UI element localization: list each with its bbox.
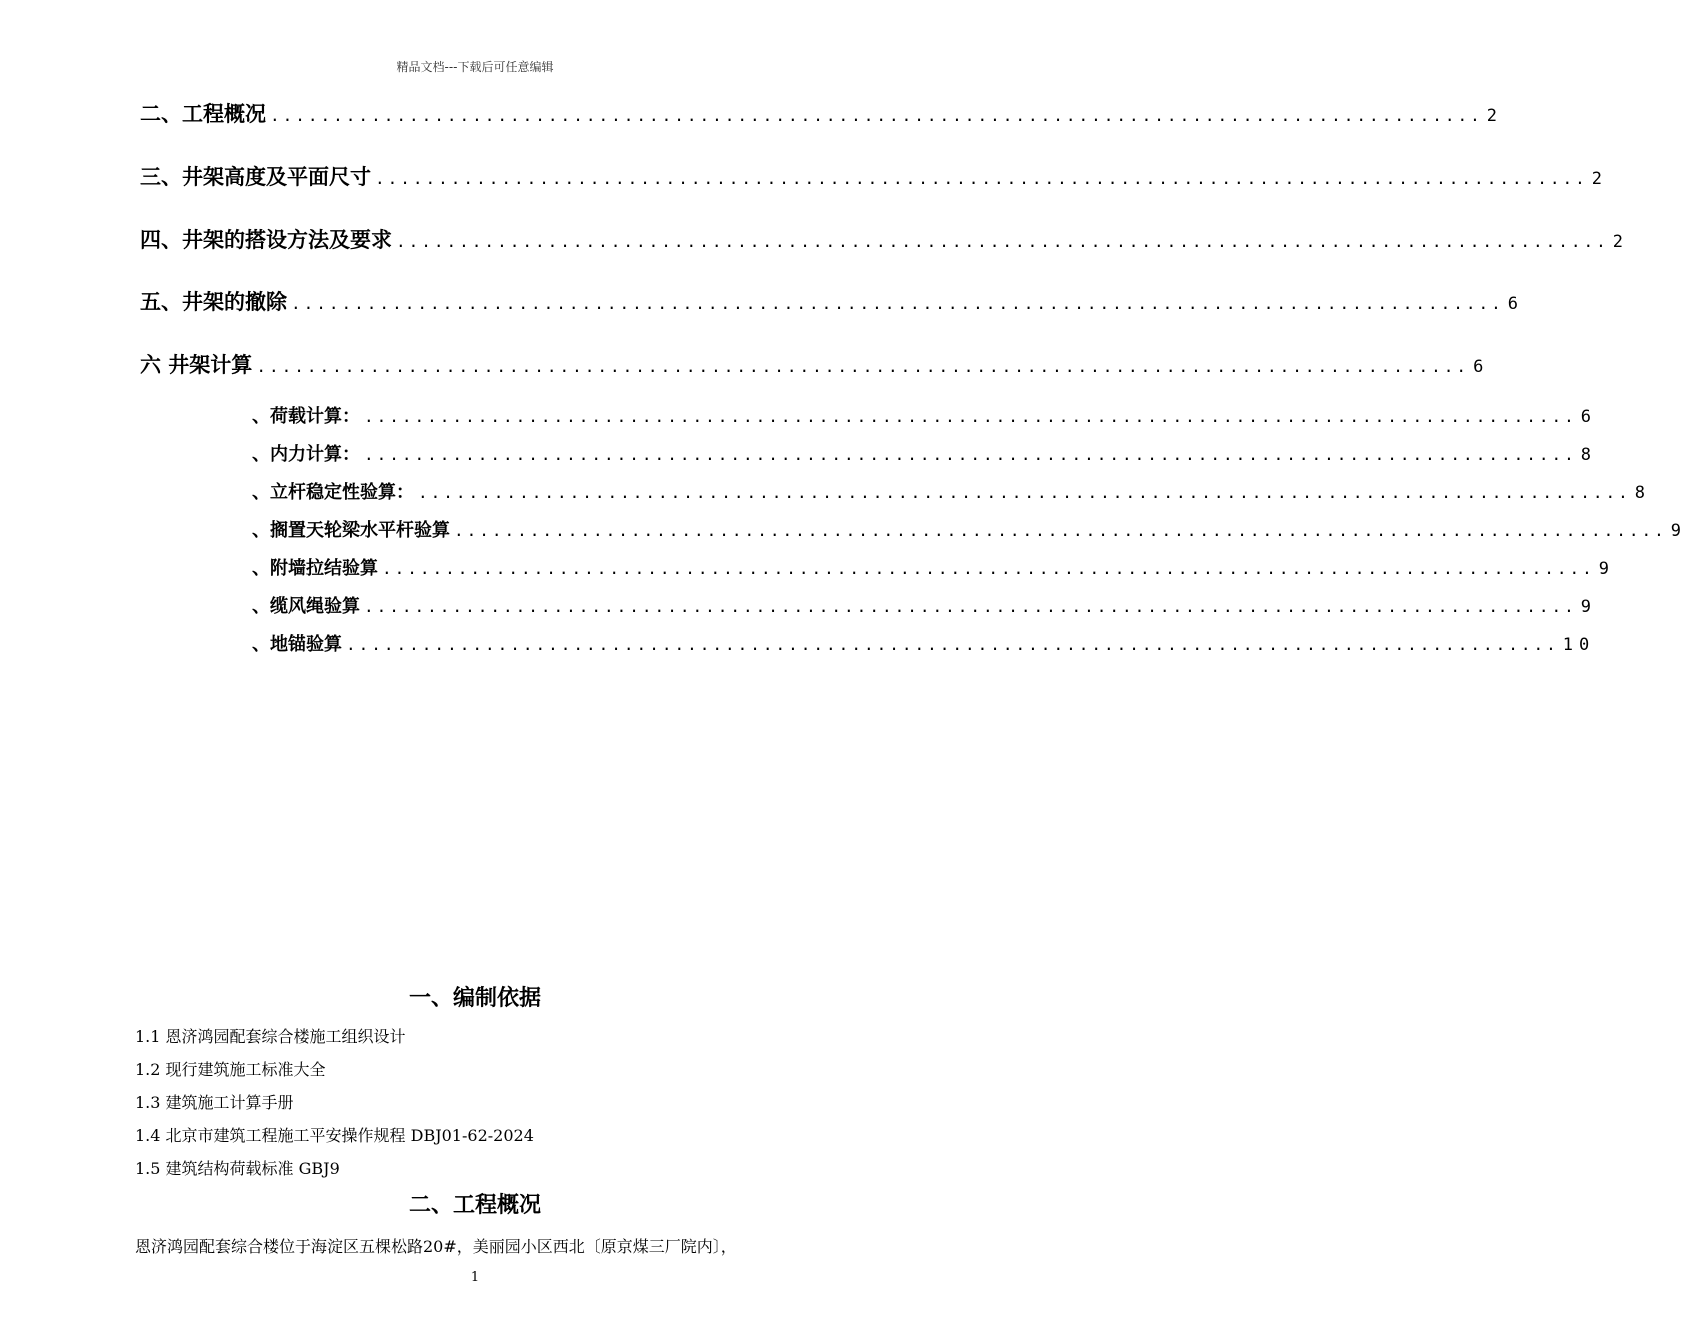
basis-item: 1.2 现行建筑施工标准大全 bbox=[135, 1060, 326, 1079]
toc-entry[interactable] bbox=[140, 161, 1608, 191]
toc-entry-page: 9 bbox=[1598, 559, 1615, 579]
basis-item: 1.4 北京市建筑工程施工平安操作规程 DBJ01-62-2024 bbox=[135, 1126, 534, 1145]
toc-leader: ................................................................................................ bbox=[346, 635, 1559, 654]
section-title-overview: 二、工程概况 bbox=[408, 1193, 541, 1218]
toc-subentry[interactable] bbox=[252, 440, 1597, 466]
toc-entry-title: 、附墙拉结验算 bbox=[252, 558, 378, 579]
toc-entry-title: 五、井架的撤除 bbox=[140, 290, 287, 314]
toc-entry-title: 四、井架的搭设方法及要求 bbox=[140, 228, 392, 252]
toc-leader: ................................................................................................ bbox=[454, 521, 1667, 540]
toc-subentry[interactable] bbox=[252, 592, 1597, 618]
toc-subentry[interactable] bbox=[252, 516, 1687, 542]
toc-entry[interactable] bbox=[140, 224, 1629, 254]
toc-entry-title: 、缆风绳验算 bbox=[252, 596, 360, 617]
toc-entry-title: 三、井架高度及平面尺寸 bbox=[140, 165, 371, 189]
toc-entry-page: 6 bbox=[1580, 407, 1597, 427]
toc-entry[interactable] bbox=[140, 98, 1503, 128]
toc-entry-page: 2 bbox=[1591, 169, 1608, 189]
section-title-basis: 一、编制依据 bbox=[408, 986, 541, 1011]
basis-item: 1.5 建筑结构荷载标准 GBJ9 bbox=[135, 1159, 340, 1178]
toc-entry-title: 二、工程概况 bbox=[140, 102, 266, 126]
toc-entry[interactable] bbox=[140, 349, 1490, 379]
toc-entry-page: 9 bbox=[1670, 521, 1687, 541]
toc-subentry[interactable] bbox=[252, 554, 1615, 580]
toc-leader: ................................................................................................ bbox=[291, 294, 1504, 313]
toc-leader: ................................................................................................ bbox=[396, 232, 1609, 251]
toc-subentry[interactable] bbox=[252, 402, 1597, 428]
toc-entry-page: 2 bbox=[1486, 106, 1503, 126]
basis-item: 1.3 建筑施工计算手册 bbox=[135, 1093, 294, 1112]
toc-entry-page: 6 bbox=[1473, 357, 1490, 377]
basis-item: 1.1 恩济鸿园配套综合楼施工组织设计 bbox=[135, 1027, 406, 1046]
toc-entry-title: 六 井架计算 bbox=[140, 353, 253, 377]
toc-entry[interactable] bbox=[140, 286, 1524, 316]
toc-entry-page: 2 bbox=[1612, 232, 1629, 252]
toc-entry-title: 、内力计算： bbox=[252, 444, 360, 465]
toc-leader: ................................................................................................ bbox=[256, 357, 1470, 376]
toc-entry-page: 8 bbox=[1580, 445, 1597, 465]
toc-entry-page: 9 bbox=[1580, 597, 1597, 617]
toc-entry-title: 、搁置天轮梁水平杆验算 bbox=[252, 520, 450, 541]
toc-leader: ................................................................................................ bbox=[270, 106, 1483, 125]
toc-entry-page: 8 bbox=[1634, 483, 1651, 503]
page-number: 1 bbox=[470, 1270, 480, 1285]
toc-entry-page: 10 bbox=[1562, 635, 1596, 655]
toc-entry-title: 、地锚验算 bbox=[252, 634, 342, 655]
toc-subentry[interactable] bbox=[252, 478, 1651, 504]
toc-leader: ................................................................................................ bbox=[375, 169, 1588, 188]
overview-paragraph: 恩济鸿园配套综合楼位于海淀区五棵松路20#，美丽园小区西北〔原京煤三厂院内〕， bbox=[135, 1237, 737, 1256]
toc-leader: ................................................................................................ bbox=[418, 483, 1631, 502]
toc-subentry[interactable] bbox=[252, 630, 1596, 656]
page-header: 精品文档---下载后可任意编辑 bbox=[396, 60, 554, 74]
toc-entry-page: 6 bbox=[1507, 294, 1524, 314]
toc-leader: ................................................................................................ bbox=[364, 445, 1577, 464]
toc-entry-title: 、立杆稳定性验算： bbox=[252, 482, 414, 503]
toc-leader: ................................................................................................ bbox=[382, 559, 1595, 578]
toc-leader: ................................................................................................ bbox=[364, 597, 1577, 616]
toc-leader: ................................................................................................ bbox=[364, 407, 1577, 426]
toc-entry-title: 、荷载计算： bbox=[252, 406, 360, 427]
